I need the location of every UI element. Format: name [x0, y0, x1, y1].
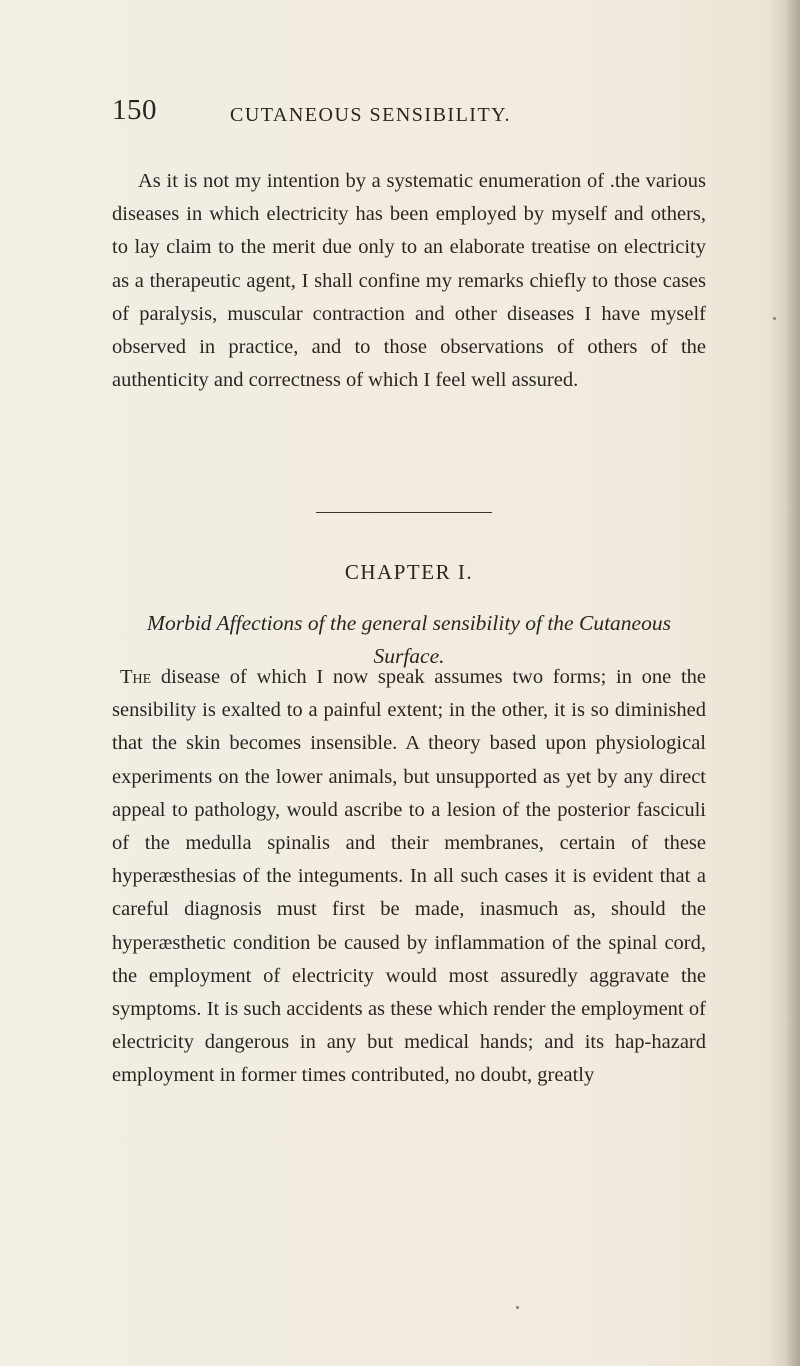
intro-paragraph: As it is not my intention by a systematic enumeration of .the various diseases in which electricity has been employed by myself and others, to lay claim to the merit due only to an elaborate treatise on electricity as a therapeutic agent, I shall confine my remarks chiefly to those cases of paralysis, muscular contraction and other diseases I have myself observed in practice, and to those observations of others of the authenticity and correctness of which I feel well assured. — [112, 170, 706, 392]
body-paragraph-block — [112, 661, 706, 1093]
page-number: 150 — [112, 94, 157, 126]
chapter-heading: CHAPTER I. — [344, 560, 474, 584]
paper-speck — [773, 317, 776, 320]
body-paragraph — [112, 661, 706, 1093]
page-edge-shadow — [786, 0, 800, 1366]
chapter-subtitle: Morbid Affections of the general sensibility of the Cutaneous Surface. — [147, 611, 671, 668]
paper-speck — [516, 1306, 519, 1309]
body-paragraph-text: disease of which I now speak assumes two forms; in one the sensibility is exalted to a painful extent; in the other, it is so diminished that the skin becomes insensible. A theory based upon physiological experiments on the lower animals, but unsupported as yet by any direct appeal to pathology, would ascribe to a lesion of the posterior fasciculi of the medulla spinalis and their membranes, certain of these hyperæsthesias of the integuments. In all such cases it is evident that a careful diagnosis must first be made, inasmuch as, should the hyperæsthetic condition be caused by inflammation of the spinal cord, the employment of electricity would most assuredly aggravate the symptoms. It is such accidents as these which render the employment of electricity dangerous in any but medical hands; and its hap-hazard employment in former times contributed, no doubt, greatly — [112, 666, 706, 1087]
lead-word: The — [120, 666, 152, 688]
running-head — [112, 94, 712, 136]
intro-paragraph-block — [112, 165, 706, 397]
running-title: CUTANEOUS SENSIBILITY. — [230, 104, 512, 126]
section-divider-rule — [316, 512, 492, 513]
